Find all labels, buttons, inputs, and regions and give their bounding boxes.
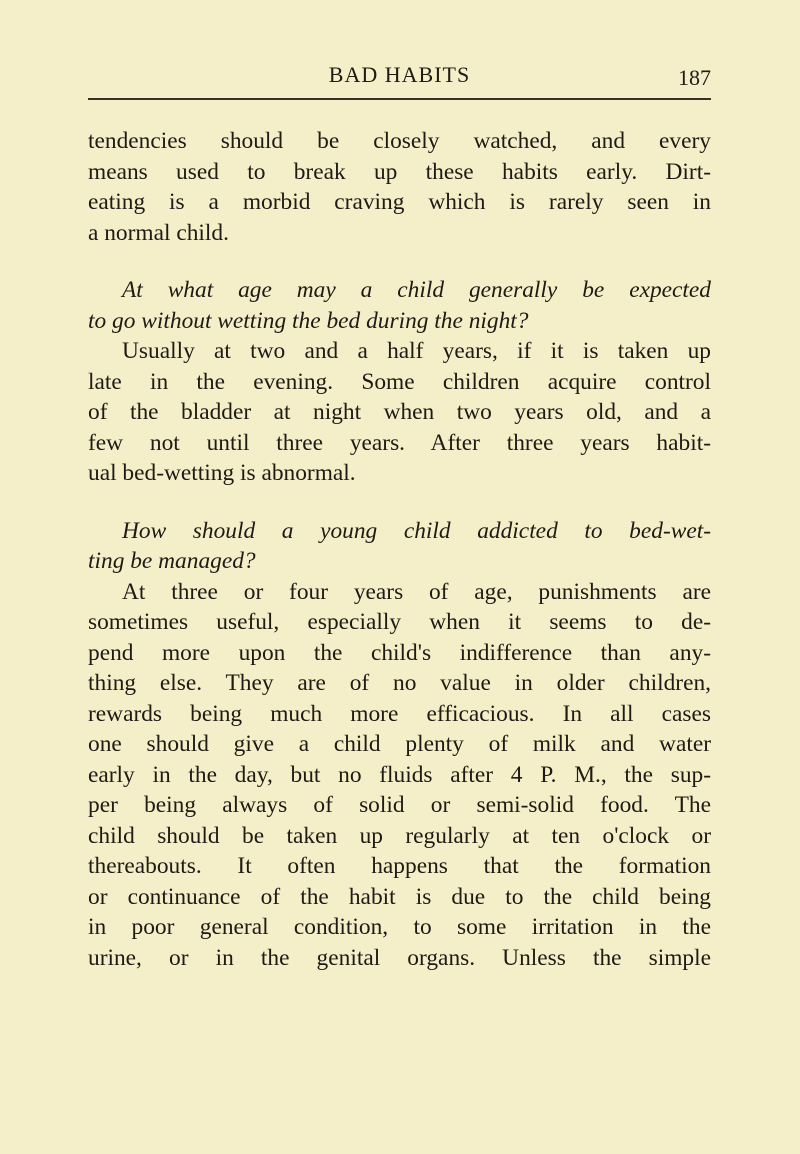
body-text xyxy=(88,126,711,973)
paragraph xyxy=(88,336,711,489)
running-head xyxy=(88,60,711,90)
text-line: to go without wetting the bed during the night? xyxy=(88,307,529,334)
running-title: BAD HABITS xyxy=(328,62,471,87)
paragraph xyxy=(88,126,711,248)
page-number: 187 xyxy=(678,65,711,90)
text-line: At what age may a child generally be expected xyxy=(122,277,711,303)
text-line: or continuance of the habit is due to the child being xyxy=(88,883,711,910)
text-line: of the bladder at night when two years old, and a xyxy=(88,399,711,425)
text-line: few not until three years. After three years habit- xyxy=(88,429,711,456)
text-line: pend more upon the child's indifference than any- xyxy=(88,639,711,666)
question-heading xyxy=(88,516,711,577)
text-line: thing else. They are of no value in older children, xyxy=(88,670,711,696)
text-line: Usually at two and a half years, if it is taken up xyxy=(122,338,711,364)
text-line: How should a young child addicted to bed-wet- xyxy=(122,517,711,544)
text-line: rewards being much more efficacious. In all cases xyxy=(88,700,711,727)
text-line: ting be managed? xyxy=(88,548,256,574)
text-line: child should be taken up regularly at ten o'clock or xyxy=(88,822,711,849)
header-rule xyxy=(88,98,711,100)
text-line: one should give a child plenty of milk and water xyxy=(88,731,711,757)
text-line: means used to break up these habits early. Dirt- xyxy=(88,158,711,185)
text-line: thereabouts. It often happens that the formation xyxy=(88,853,711,879)
paragraph xyxy=(88,577,711,974)
text-line: urine, or in the genital organs. Unless the simple xyxy=(88,944,711,971)
text-line: per being always of solid or semi-solid food. The xyxy=(88,792,711,818)
text-line: sometimes useful, especially when it seems to de- xyxy=(88,609,711,635)
text-line: in poor general condition, to some irritation in the xyxy=(88,914,711,940)
question-heading xyxy=(88,275,711,336)
text-line: early in the day, but no fluids after 4 P. M., the sup- xyxy=(88,761,711,788)
text-line: ual bed-wetting is abnormal. xyxy=(88,460,356,486)
text-line: late in the evening. Some children acquire control xyxy=(88,368,711,395)
text-line: eating is a morbid craving which is rarely seen in xyxy=(88,189,711,215)
text-line: At three or four years of age, punishments are xyxy=(122,578,711,605)
text-line: tendencies should be closely watched, and every xyxy=(88,128,711,154)
text-line: a normal child. xyxy=(88,219,229,246)
